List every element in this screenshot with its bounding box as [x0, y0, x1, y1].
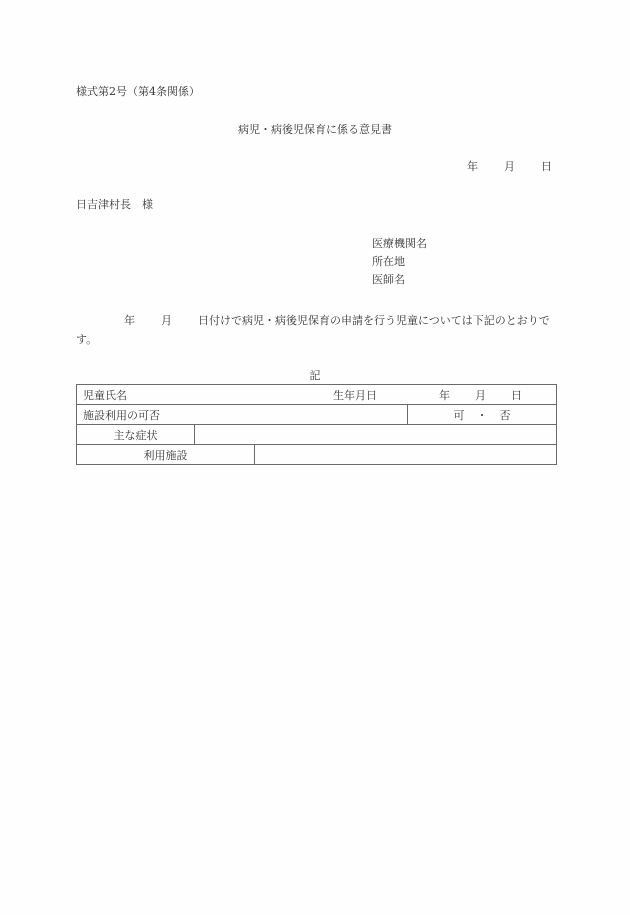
child-name-label: 児童氏名 — [83, 388, 127, 402]
body-year-label: 年 — [124, 314, 135, 327]
issuer-block — [372, 235, 427, 289]
institution-name-label: 医療機関名 — [372, 237, 427, 250]
symptoms-label-cell — [77, 425, 195, 445]
date-day-label: 日 — [541, 160, 552, 173]
date-year-label: 年 — [467, 160, 478, 173]
table-row-facility — [77, 445, 557, 465]
body-paragraph — [76, 311, 556, 349]
issue-date — [467, 160, 552, 174]
child-name-cell[interactable] — [77, 385, 557, 405]
ki-heading: 記 — [309, 369, 321, 382]
symptoms-value-cell[interactable] — [195, 425, 557, 445]
address-label: 所在地 — [372, 255, 405, 268]
date-month-label: 月 — [504, 160, 515, 173]
application-table — [76, 384, 557, 465]
body-text: 日付けで病児・病後児保育の申請を行う児童については下記のとおりです。 — [76, 314, 550, 346]
form-number: 様式第2号（第4条関係） — [76, 85, 200, 98]
allow-option[interactable]: 可 — [453, 408, 465, 422]
facility-use-label-cell — [77, 405, 408, 425]
doctor-name-label: 医師名 — [372, 273, 405, 286]
birthdate-day: 日 — [511, 388, 522, 402]
table-row-child — [77, 385, 557, 405]
facility-use-choice-cell[interactable] — [408, 405, 557, 425]
facility-label: 利用施設 — [143, 448, 188, 462]
facility-label-cell — [77, 445, 255, 465]
body-month-label: 月 — [161, 314, 172, 327]
option-separator: ・ — [476, 408, 488, 422]
table-row-symptoms — [77, 425, 557, 445]
facility-value-cell[interactable] — [255, 445, 557, 465]
symptoms-label: 主な症状 — [113, 428, 158, 442]
birthdate-label: 生年月日 — [333, 388, 377, 402]
birthdate-year: 年 — [439, 388, 450, 402]
document-title: 病児・病後児保育に係る意見書 — [238, 123, 392, 136]
deny-option[interactable]: 否 — [499, 408, 511, 422]
table-row-facility-use — [77, 405, 557, 425]
addressee: 日吉津村長 様 — [76, 198, 153, 211]
facility-use-label: 施設利用の可否 — [83, 408, 160, 422]
birthdate-month: 月 — [475, 388, 486, 402]
